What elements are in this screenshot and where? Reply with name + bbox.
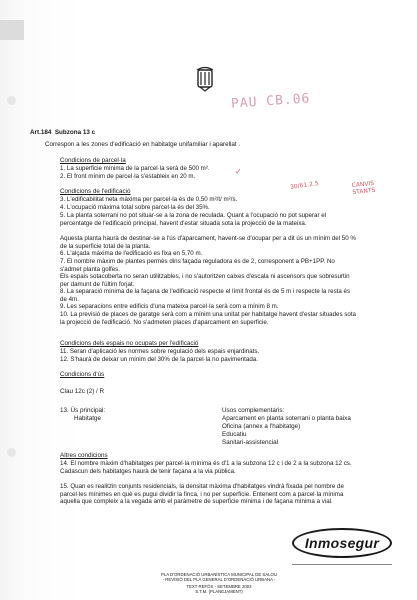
list-item: 6. L'alçada màxima de l'edificació es fixa en 5,70 m.	[60, 250, 203, 257]
footer-line: TEXT REFÓS - SETEMBRE 2003	[186, 584, 252, 589]
complementary-uses-label: Usos complementaris:	[222, 407, 285, 414]
list-item: 4. L'ocupació màxima total sobre parcel·la és del 35%.	[60, 204, 210, 211]
complementary-use-item: Oficina (annex a l'habitatge)	[222, 423, 301, 430]
punch-hole	[7, 96, 16, 105]
list-item: 12. S'haurà de deixar un mínim del 30% de la parcel·la no pavimentada.	[60, 356, 258, 363]
margin-note: 30/61.2.5	[289, 180, 320, 191]
main-use-value: Habitatge	[74, 415, 101, 422]
punch-hole	[7, 448, 16, 457]
section-heading-parcel: Condicions de parcel·la	[60, 157, 126, 164]
list-item: 2. El front mínim de parcel·la s'estableix en 20 m.	[60, 173, 196, 180]
brand-logo	[292, 528, 392, 558]
margin-note: CANVIS STANTS	[351, 179, 376, 197]
article-intro: Correspon a les zones d'edificació en habitatge unifamiliar i aparellat .	[45, 141, 241, 148]
list-item: 11. Seran d'aplicació les normes sobre regulació dels espais enjardinats.	[60, 348, 260, 355]
brand-underline	[292, 564, 392, 565]
complementary-use-item: Educatiu	[222, 431, 247, 438]
handwritten-tick: ✓	[235, 167, 242, 176]
footer-line: S.T.M. (PLANEJAMENT)	[195, 589, 243, 594]
list-item: 10. La previsió de places de garatge serà com a mínim una unitat per habitatge havent d'estar situades sota la projecció de l'edificació. No s'admeten places d'aparcament en superficie.	[60, 311, 356, 326]
zone-key: Clau 12c (2) / R	[60, 388, 105, 395]
article-title: Subzona 13 c	[54, 129, 96, 136]
complementary-use-item: Aparcament en planta soterrani o planta baixa	[222, 415, 351, 422]
footer-line: - REVISIÓ DEL PLA GENERAL D'ORDENACIÓ URBANA -	[162, 577, 276, 582]
list-item: 5. La planta soterrani no pot situar-se a la zona de reculada. Quant a l'ocupació no pot superar el percentatge de l'edificació principal, havent d'estar situada sota la projecció de la mateixa.	[60, 212, 327, 227]
section-heading-unoccupied: Condicions dels espais no ocupats per l'edificació	[60, 340, 199, 347]
scan-edge-mark	[0, 20, 24, 40]
article-heading	[30, 129, 95, 136]
handwritten-stamp: PAU CB.06	[230, 91, 311, 112]
list-item: 15. Quan es realitzin conjunts residencials, la densitat màxima d'habitatges vindrà fixada pel nombre de parcel·les mínimes en què es pugui dividir la finca, i no per superficie. Entenent com a parcel·la mínima aquella que compleix a la vegada amb el paràmetre de superficie mínima i de façana mínima a vial.	[60, 483, 344, 506]
section-heading-use: Condicions d'ús	[60, 371, 105, 378]
list-item: 1. La superficie mínima de la parcel·la serà de 500 m².	[60, 165, 210, 172]
section-heading-others: Altres condicions	[60, 452, 108, 459]
article-number: Art.184	[30, 129, 52, 136]
list-item: Els espais sotacoberta no seran utilitzables, i no s'autoritzen calxes d'escala ni ascensors que sobresurtin per damunt de l'últim forjat.	[60, 273, 350, 288]
list-item: 7. El nombre màxim de plantes permès dins façada reguladora és de 2, corresponent a PB+1PP. No s'admet planta golfes.	[60, 258, 335, 273]
footer-line: PLA D'ORDENACIÓ URBANÍSTICA MUNICIPAL DE SALOU	[161, 572, 277, 577]
list-item: 14. El nombre màxim d'habitatges per parcel·la mínima és d'1 a la subzona 12 c i de 2 a la subzona 12 cs. Cadascun dels habitatges haurà de tenir façana a la via pública.	[60, 460, 352, 475]
brand-name: Inmosegur	[304, 535, 380, 551]
complementary-use-item: Sanitari-assistencial	[222, 439, 278, 446]
section-heading-building: Condicions de l'edificació	[60, 188, 131, 195]
list-item: Aquesta planta haurà de destinar-se a l'ús d'aparcament, havent-se d'ocupar per a dit ús un mínim del 50 % de la superficie total de la planta.	[60, 235, 356, 250]
list-item: 9. Les separacions entre edificis d'una mateixa parcel·la serà com a mínim 8 m.	[60, 303, 279, 310]
list-item: 3. L'edificabilitat neta màxima per parcel·la és de 0,50 m²/t/ m²/s.	[60, 196, 238, 203]
list-item: 8. La separació mínima de la façana de l'edificació respecte el límit frontal és de 5 m i respecte la resta és de 4m.	[60, 288, 351, 303]
municipal-crest-icon	[192, 66, 218, 92]
main-use-label: 13. Ús principal:	[60, 407, 106, 414]
